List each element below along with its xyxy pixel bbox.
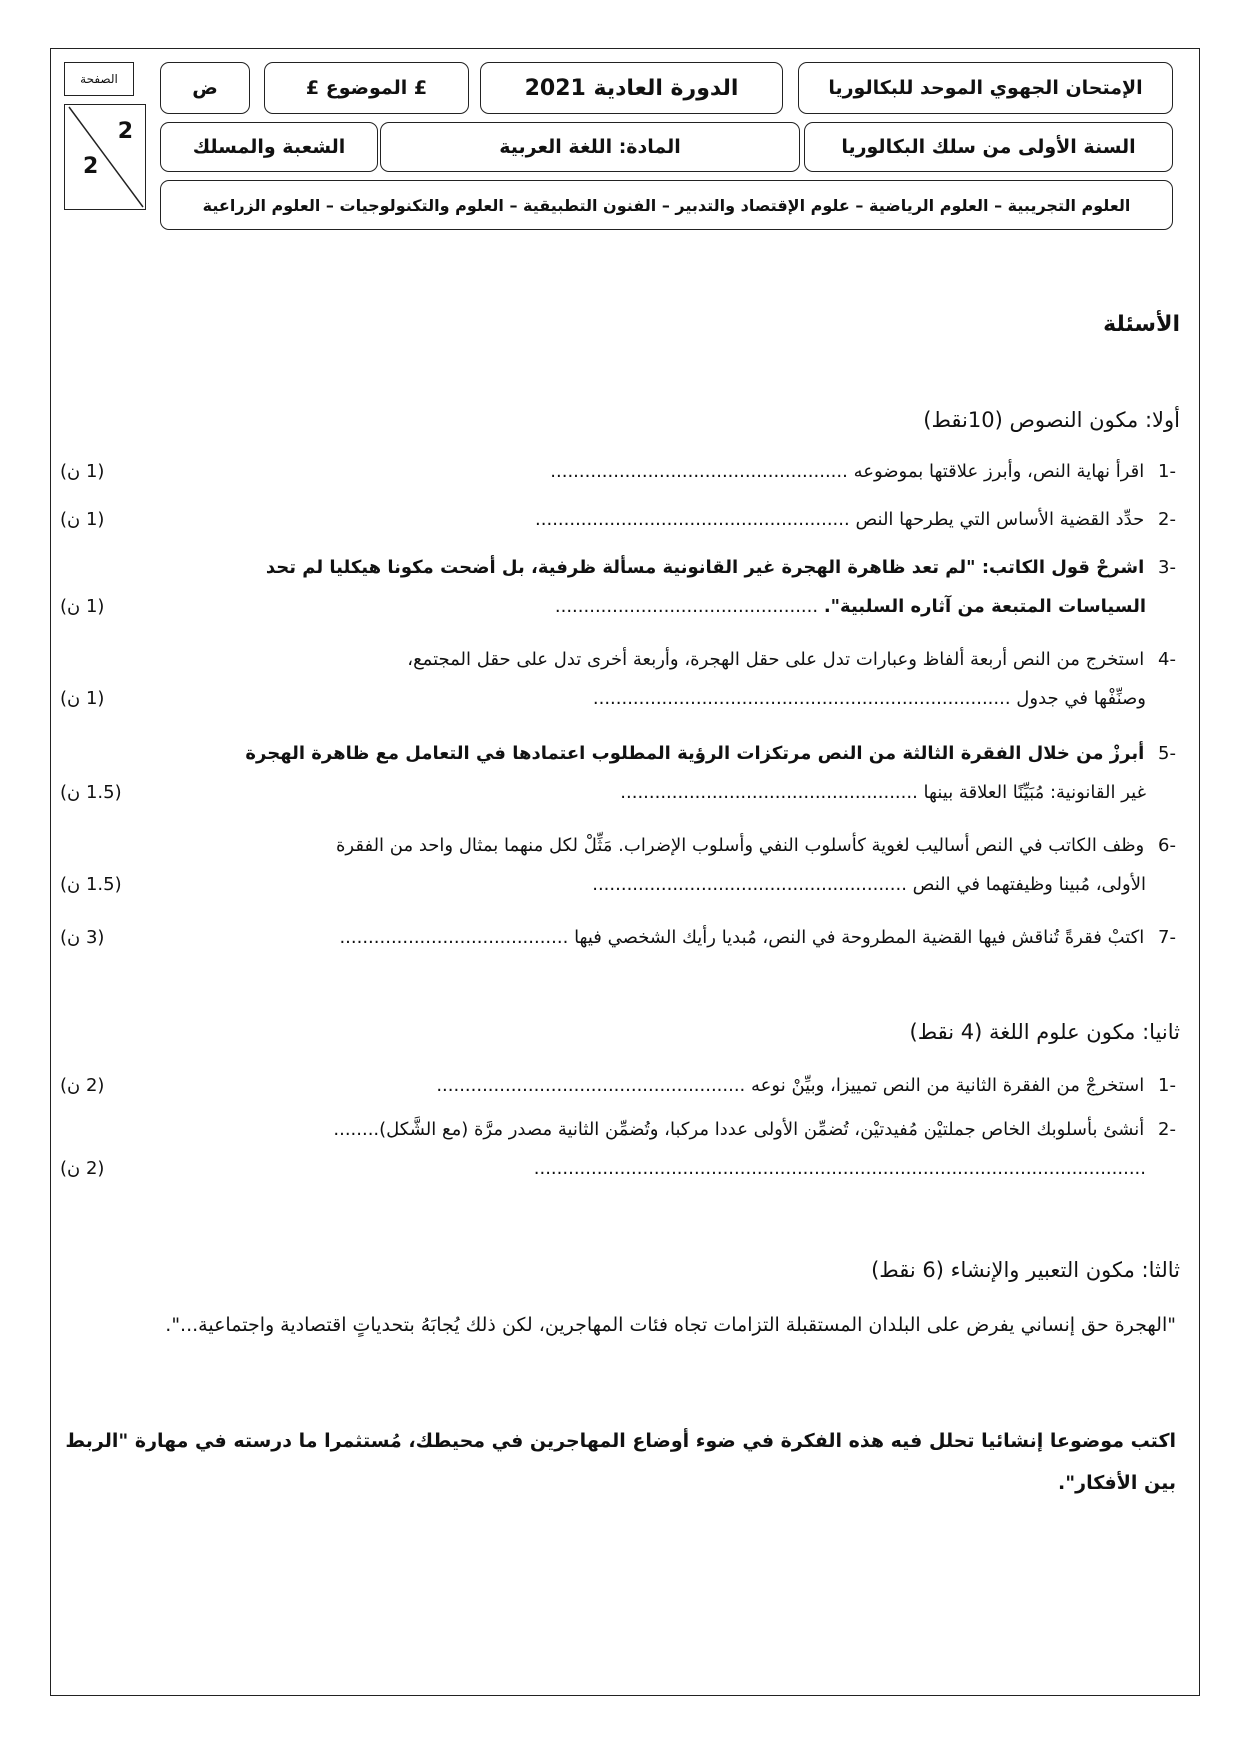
section3-title: ثالثا: مكون التعبير والإنشاء (6 نقط) <box>871 1258 1180 1282</box>
question-1-1: -1 اقرأ نهاية النص، وأبرز علاقتها بموضوعه .................................................... (1 ن) <box>60 452 1176 491</box>
section2-title: ثانيا: مكون علوم اللغة (4 نقط) <box>909 1020 1180 1044</box>
question-2-1: -1 استخرجْ من الفقرة الثانية من النص تمييزا، وبيِّنْ نوعه ...................................................... (2 ن) <box>60 1066 1176 1105</box>
level: السنة الأولى من سلك البكالوريا <box>804 122 1173 172</box>
question-1-4: -4 استخرج من النص أربعة ألفاظ وعبارات تدل على حقل الهجرة، وأربعة أخرى تدل على حقل المجتمع، وصنِّفْها في جدول ......................................................................... (1 ن) <box>60 640 1176 718</box>
session: الدورة العادية 2021 <box>480 62 783 114</box>
points: (3 ن) <box>60 927 105 948</box>
section3-quote: "الهجرة حق إنساني يفرض على البلدان المستقبلة التزامات تجاه فئات المهاجرين، لكن ذلك يُجابَهُ بتحدياتٍ اقتصادية واجتماعية...". <box>165 1314 1176 1336</box>
points: (1 ن) <box>60 688 105 709</box>
points: (2 ن) <box>60 1075 105 1096</box>
points: (2 ن) <box>60 1158 105 1179</box>
points: (1 ن) <box>60 461 105 482</box>
diagonal-line <box>65 105 145 209</box>
questions-heading: الأسئلة <box>1103 312 1180 337</box>
question-1-7: -7 اكتبْ فقرةً تُناقش فيها القضية المطروحة في النص، مُبديا رأيك الشخصي فيها ........................................ (3 ن) <box>60 918 1176 957</box>
page-current: 2 <box>117 119 133 144</box>
branches: العلوم التجريبية – العلوم الرياضية – علوم الإقتصاد والتدبير – الفنون التطبيقية – العلوم والتكنولوجيات – العلوم الزراعية <box>160 180 1173 230</box>
question-1-6: -6 وظف الكاتب في النص أساليب لغوية كأسلوب النفي وأسلوب الإضراب. مَثِّلْ لكل منهما بمثال واحد من الفقرة الأولى، مُبينا وظيفتهما في النص ....................................................... (1.5 ن) <box>60 826 1176 904</box>
points: (1 ن) <box>60 509 105 530</box>
question-2-2: -2 أنشئ بأسلوبك الخاص جملتيْن مُفيدتيْن، تُضمِّن الأولى عددا مركبا، وتُضمِّن الثانية مصدر مرَّة (مع الشَّكل)........ ........................................................................................................... (2 ن) <box>60 1110 1176 1188</box>
branch-label: الشعبة والمسلك <box>160 122 378 172</box>
topic-code: ض <box>160 62 250 114</box>
question-1-3: -3 اشرحْ قول الكاتب: "لم تعد ظاهرة الهجرة غير القانونية مسألة ظرفية، بل أضحت مكونا هيكليا لم تحد السياسات المتبعة من آثاره السلبية". .............................................. (1 ن) <box>60 548 1176 626</box>
section3-task: اكتب موضوعا إنشائيا تحلل فيه هذه الفكرة في ضوء أوضاع المهاجرين في محيطك، مُستثمرا ما درسته في مهارة "الربط بين الأفكار". <box>65 1430 1176 1494</box>
topic-label: £ الموضوع £ <box>264 62 469 114</box>
question-1-2: -2 حدِّد القضية الأساس التي يطرحها النص ....................................................... (1 ن) <box>60 500 1176 539</box>
question-1-5: -5 أبرزْ من خلال الفقرة الثالثة من النص مرتكزات الرؤية المطلوب اعتمادها في التعامل مع ظاهرة الهجرة غير القانونية: مُبَيِّنًا العلاقة بينها .................................................... (1.5 ن) <box>60 734 1176 812</box>
points: (1.5 ن) <box>60 782 122 803</box>
points: (1 ن) <box>60 596 105 617</box>
page-number-box <box>64 104 146 210</box>
page-total: 2 <box>83 154 99 179</box>
section1-title: أولا: مكون النصوص (10نقط) <box>923 408 1180 432</box>
points: (1.5 ن) <box>60 874 122 895</box>
subject: المادة: اللغة العربية <box>380 122 800 172</box>
page-label: الصفحة <box>64 62 134 96</box>
exam-title: الإمتحان الجهوي الموحد للبكالوريا <box>798 62 1173 114</box>
